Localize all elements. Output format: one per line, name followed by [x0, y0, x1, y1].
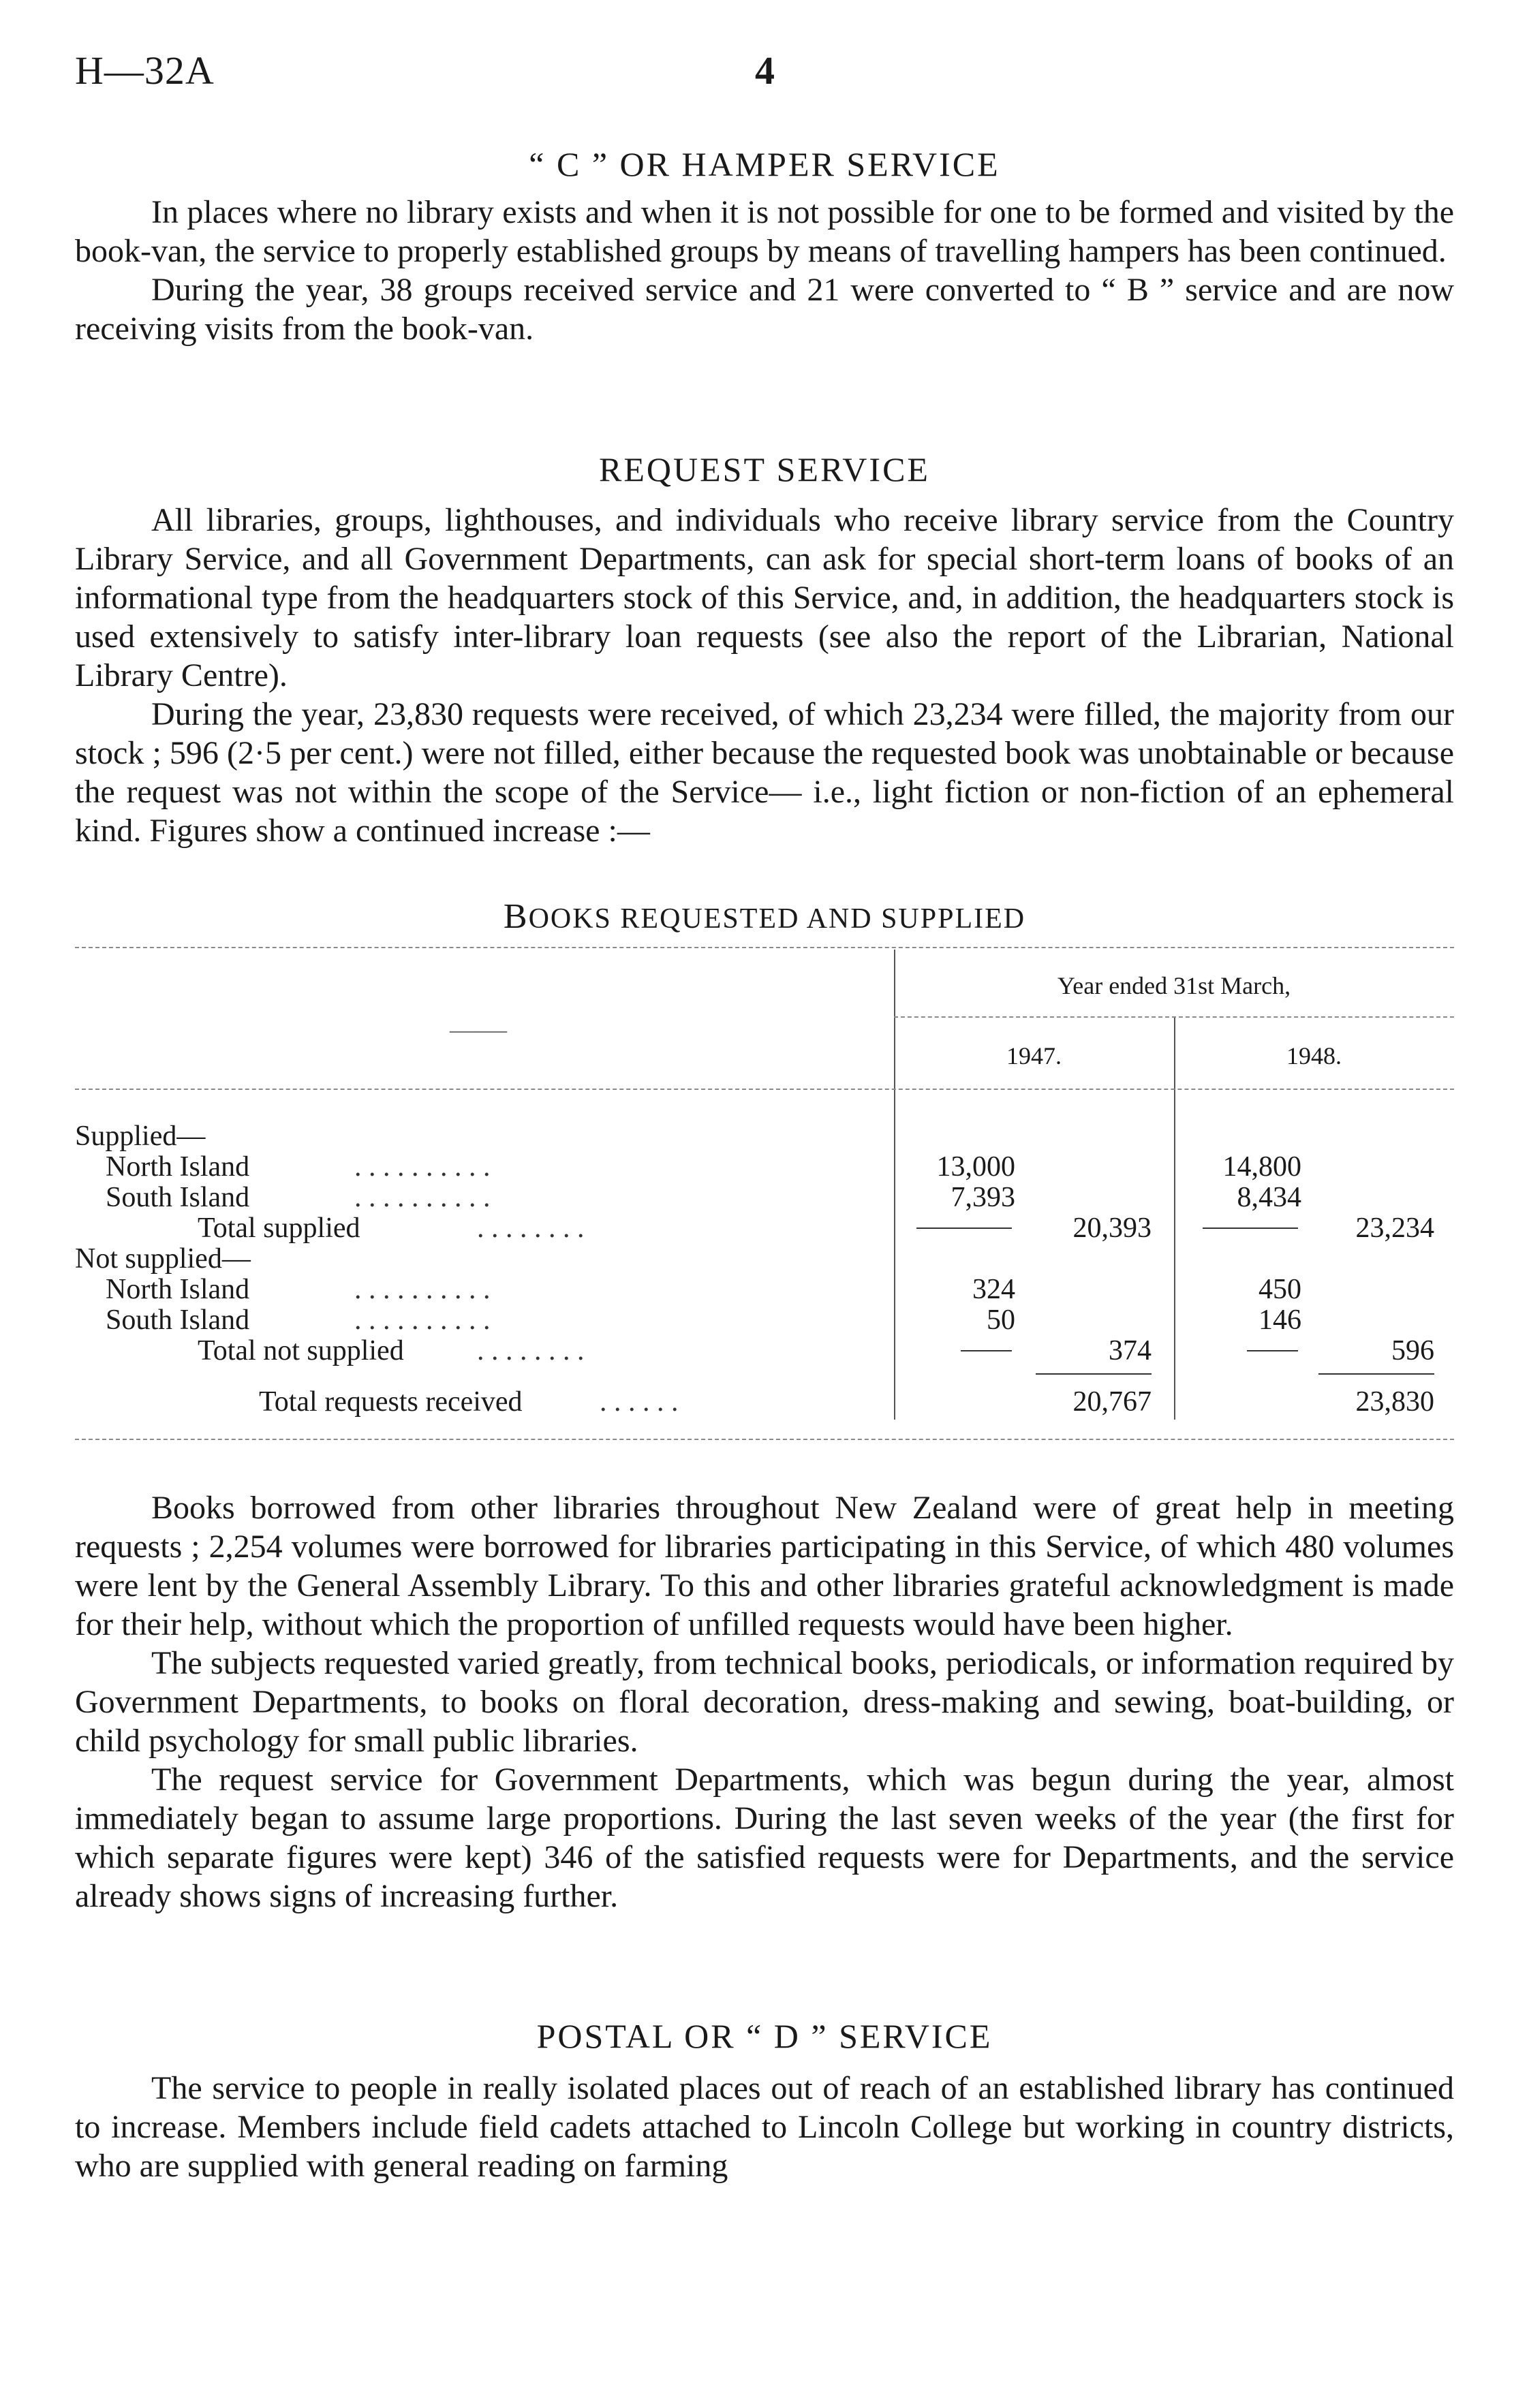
paragraph: The request service for Government Departments, which was begun during the year, almost immediately began to assume large proportions. During the last seven weeks of the year (the first for which separate figures were kept) 346 of the satisfied requests were for Departments, and the service already shows signs of increasing further. — [75, 1762, 1454, 1914]
head-bottom-rule — [75, 1089, 1454, 1090]
document-id: H—32A — [75, 48, 215, 93]
paragraph: During the year, 23,830 requests were received, of which 23,234 were filled, the majority from our stock ; 596 (2·5 per cent.) were not filled, either because the requested book was unobtainable or because the request was not within the scope of the Service— i.e., light fiction or non-fiction of an ephemeral kind. Figures show a continued increase :— — [75, 696, 1454, 849]
paragraph: The subjects requested varied greatly, from technical books, periodicals, or information required by Government Departments, to books on floral decoration, dress-making and sewing, boat-building, or child psychology for small public libraries. — [75, 1645, 1454, 1759]
cell-total-not-supplied-1947: 374 — [1109, 1335, 1152, 1366]
cell-supplied-south-1947: 7,393 — [951, 1182, 1015, 1213]
postal-service-heading: POSTAL OR “ D ” SERVICE — [536, 2017, 993, 2055]
borrowing-body — [75, 1488, 1454, 1916]
paragraph: The service to people in really isolated places out of reach of an established library has continued to increase. Members include field cadets attached to Lincoln College but working in country districts, who are supplied with general reading on farming — [75, 2070, 1454, 2184]
col-head-1947: 1947. — [1006, 1042, 1062, 1069]
leader-dots: . . . . . . . . . . — [354, 1274, 491, 1305]
leader-dots: . . . . . . . . . . — [354, 1151, 491, 1183]
year-divider — [1174, 1018, 1175, 1420]
row-label-total-supplied: Total supplied — [198, 1213, 360, 1244]
stub-head: —— — [450, 1014, 507, 1046]
paragraph: In places where no library exists and when it is not possible for one to be formed and visited by the book-van, the service to properly established groups by means of travelling hampers has been continued. — [75, 194, 1454, 269]
request-service-heading: REQUEST SERVICE — [599, 450, 930, 488]
leader-dots: . . . . . . . . . . — [354, 1304, 491, 1336]
cell-total-requests-1947: 20,767 — [1072, 1386, 1152, 1418]
postal-service-body — [75, 2069, 1454, 2185]
cell-total-supplied-1947: 20,393 — [1072, 1213, 1152, 1244]
cell-supplied-north-1947: 13,000 — [936, 1151, 1015, 1183]
row-label-north-island: North Island — [106, 1151, 250, 1183]
table-bottom-rule — [75, 1439, 1454, 1440]
sum-rule — [916, 1228, 1012, 1229]
row-label-south-island: South Island — [106, 1304, 250, 1336]
paragraph: During the year, 38 groups received service and 21 were converted to “ B ” service and are now receiving visits from the book-van. — [75, 272, 1454, 347]
leader-dots: . . . . . . . . — [477, 1213, 585, 1244]
row-label-north-island: North Island — [106, 1274, 250, 1305]
table-top-rule — [75, 947, 1454, 948]
cell-not-supplied-north-1947: 324 — [972, 1274, 1015, 1305]
leader-dots: . . . . . . — [600, 1386, 679, 1418]
caption-initial: B — [503, 897, 529, 936]
hamper-service-heading: “ C ” OR HAMPER SERVICE — [529, 145, 1000, 183]
stub-divider — [894, 950, 895, 1420]
caption-text: OOKS REQUESTED AND SUPPLIED — [528, 903, 1026, 935]
total-rule — [1036, 1373, 1152, 1375]
sum-rule — [1247, 1350, 1298, 1351]
leader-dots: . . . . . . . . — [477, 1335, 585, 1366]
cell-total-not-supplied-1948: 596 — [1391, 1335, 1434, 1366]
page-number: 4 — [755, 48, 775, 93]
row-label-total-requests: Total requests received — [259, 1386, 523, 1418]
row-label-not-supplied: Not supplied— — [75, 1243, 251, 1275]
leader-dots: . . . . . . . . . . — [354, 1182, 491, 1213]
cell-not-supplied-south-1947: 50 — [987, 1304, 1015, 1336]
sum-rule — [1203, 1228, 1298, 1229]
paragraph: Books borrowed from other libraries throughout New Zealand were of great help in meeting requests ; 2,254 volumes were borrowed for libraries participating in this Service, of which 480 volumes were lent by the General Assembly Library. To this and other libraries grateful acknowledgment is made for their help, without which the proportion of unfilled requests would have been higher. — [75, 1490, 1454, 1642]
paragraph: All libraries, groups, lighthouses, and individuals who receive library service from the Country Library Service, and all Government Departments, can ask for special short-term loans of books of an informational type from the headquarters stock of this Service, and, in addition, the headquarters stock is used extensively to satisfy inter-library loan requests (see also the report of the Librarian, National Library Centre). — [75, 502, 1454, 693]
group-head: Year ended 31st March, — [1057, 972, 1291, 999]
cell-total-requests-1948: 23,830 — [1355, 1386, 1434, 1418]
col-head-1948: 1948. — [1286, 1042, 1342, 1069]
row-label-supplied: Supplied— — [75, 1121, 206, 1152]
row-label-total-not-supplied: Total not supplied — [198, 1335, 404, 1366]
total-rule — [1318, 1373, 1434, 1375]
cell-supplied-north-1948: 14,800 — [1222, 1151, 1301, 1183]
cell-not-supplied-south-1948: 146 — [1258, 1304, 1301, 1336]
cell-supplied-south-1948: 8,434 — [1237, 1182, 1301, 1213]
sum-rule — [961, 1350, 1012, 1351]
cell-total-supplied-1948: 23,234 — [1355, 1213, 1434, 1244]
cell-not-supplied-north-1948: 450 — [1258, 1274, 1301, 1305]
row-label-south-island: South Island — [106, 1182, 250, 1213]
